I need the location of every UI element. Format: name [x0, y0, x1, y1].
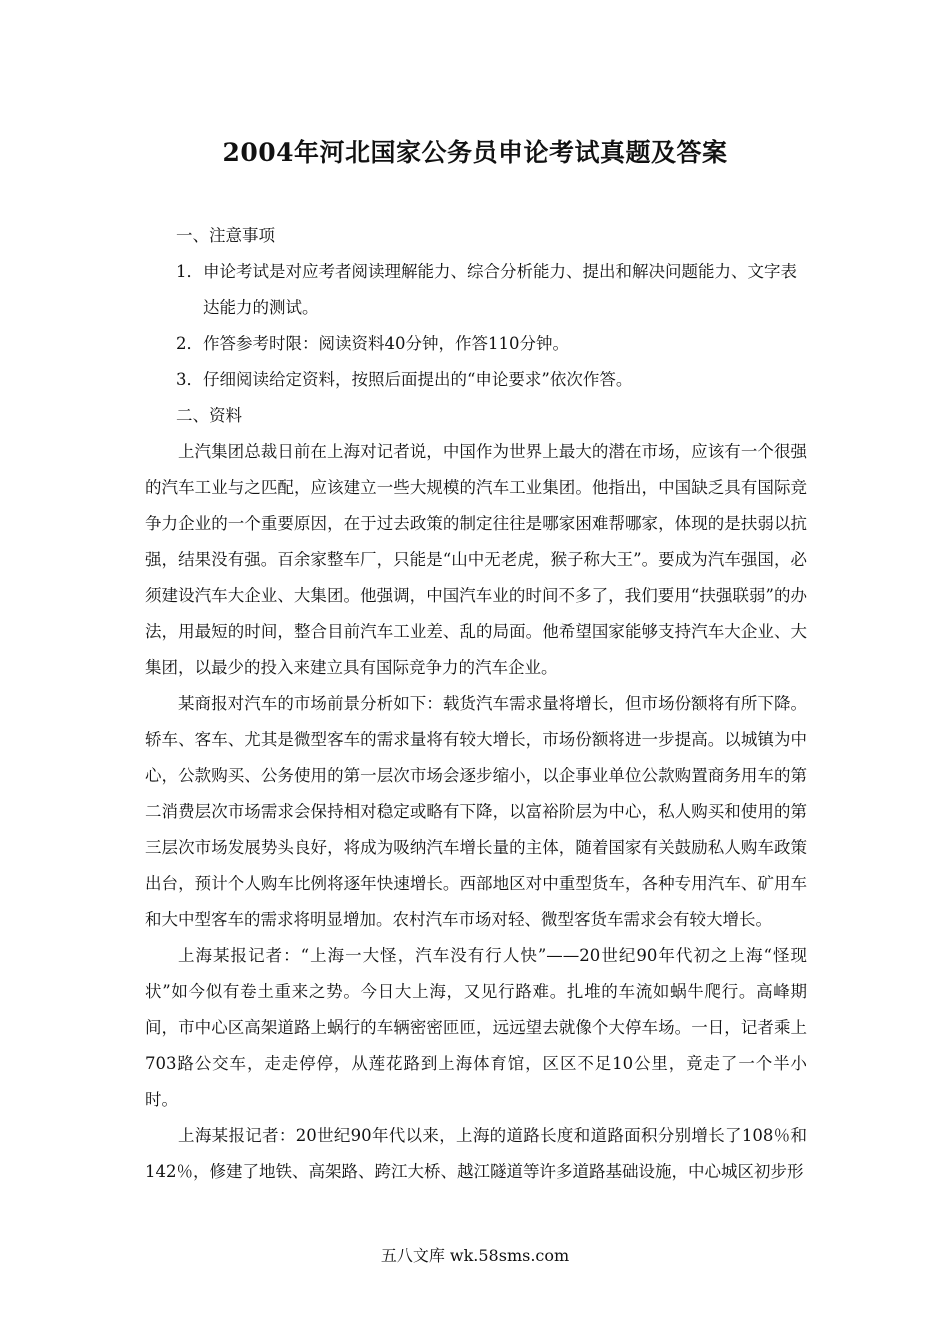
note-item-1 [145, 254, 807, 326]
section-heading-notes: 一、注意事项 [176, 226, 275, 245]
material-paragraph-2: 某商报对汽车的市场前景分析如下：载货汽车需求量将增长，但市场份额将有所下降。轿车、客车、尤其是微型客车的需求量将有较大增长，市场份额将进一步提高。以城镇为中心，公款购买、公务使用的第一层次市场会逐步缩小，以企事业单位公款购置商务用车的第二消费层次市场需求会保持相对稳定或略有下降，以富裕阶层为中心，私人购买和使用的第三层次市场发展势头良好，将成为吸纳汽车增长量的主体，随着国家有关鼓励私人购车政策出台，预计个人购车比例将逐年快速增长。西部地区对中重型货车，各种专用汽车、矿用车和大中型客车的需求将明显增加。农村汽车市场对轻、微型客货车需求会有较大增长。 [145, 694, 807, 929]
material-paragraph-4: 上海某报记者：20世纪90年代以来，上海的道路长度和道路面积分别增长了108％和142％，修建了地铁、高架路、跨江大桥、越江隧道等许多道路基础设施，中心城区初步形 [145, 1126, 807, 1181]
note-item-3: 3．仔细阅读给定资料，按照后面提出的“申论要求”依次作答。 [176, 370, 633, 389]
section-heading-materials: 二、资料 [176, 406, 242, 425]
note-item-2: 2．作答参考时限：阅读资料40分钟，作答110分钟。 [176, 334, 569, 353]
note-item-1-text: 1．申论考试是对应考者阅读理解能力、综合分析能力、提出和解决问题能力、文字表达能力的测试。 [176, 262, 797, 317]
footer-watermark: 五八文库 wk.58sms.com [380, 1246, 570, 1265]
document-body [145, 218, 807, 1190]
document-title: 2004年河北国家公务员申论考试真题及答案 [222, 138, 728, 167]
material-paragraph-1: 上汽集团总裁日前在上海对记者说，中国作为世界上最大的潜在市场，应该有一个很强的汽车工业与之匹配，应该建立一些大规模的汽车工业集团。他指出，中国缺乏具有国际竞争力企业的一个重要原因，在于过去政策的制定往往是哪家困难帮哪家，体现的是扶弱以抗强，结果没有强。百余家整车厂，只能是“山中无老虎，猴子称大王”。要成为汽车强国，必须建设汽车大企业、大集团。他强调，中国汽车业的时间不多了，我们要用“扶强联弱”的办法，用最短的时间，整合目前汽车工业差、乱的局面。他希望国家能够支持汽车大企业、大集团，以最少的投入来建立具有国际竞争力的汽车企业。 [145, 442, 807, 677]
material-paragraph-3: 上海某报记者：“上海一大怪，汽车没有行人快”——20世纪90年代初之上海“怪现状”如今似有卷土重来之势。今日大上海，又见行路难。扎堆的车流如蜗牛爬行。高峰期间，市中心区高架道路上蜗行的车辆密密匝匝，远远望去就像个大停车场。一日，记者乘上703路公交车，走走停停，从莲花路到上海体育馆，区区不足10公里，竟走了一个半小时。 [145, 946, 807, 1109]
